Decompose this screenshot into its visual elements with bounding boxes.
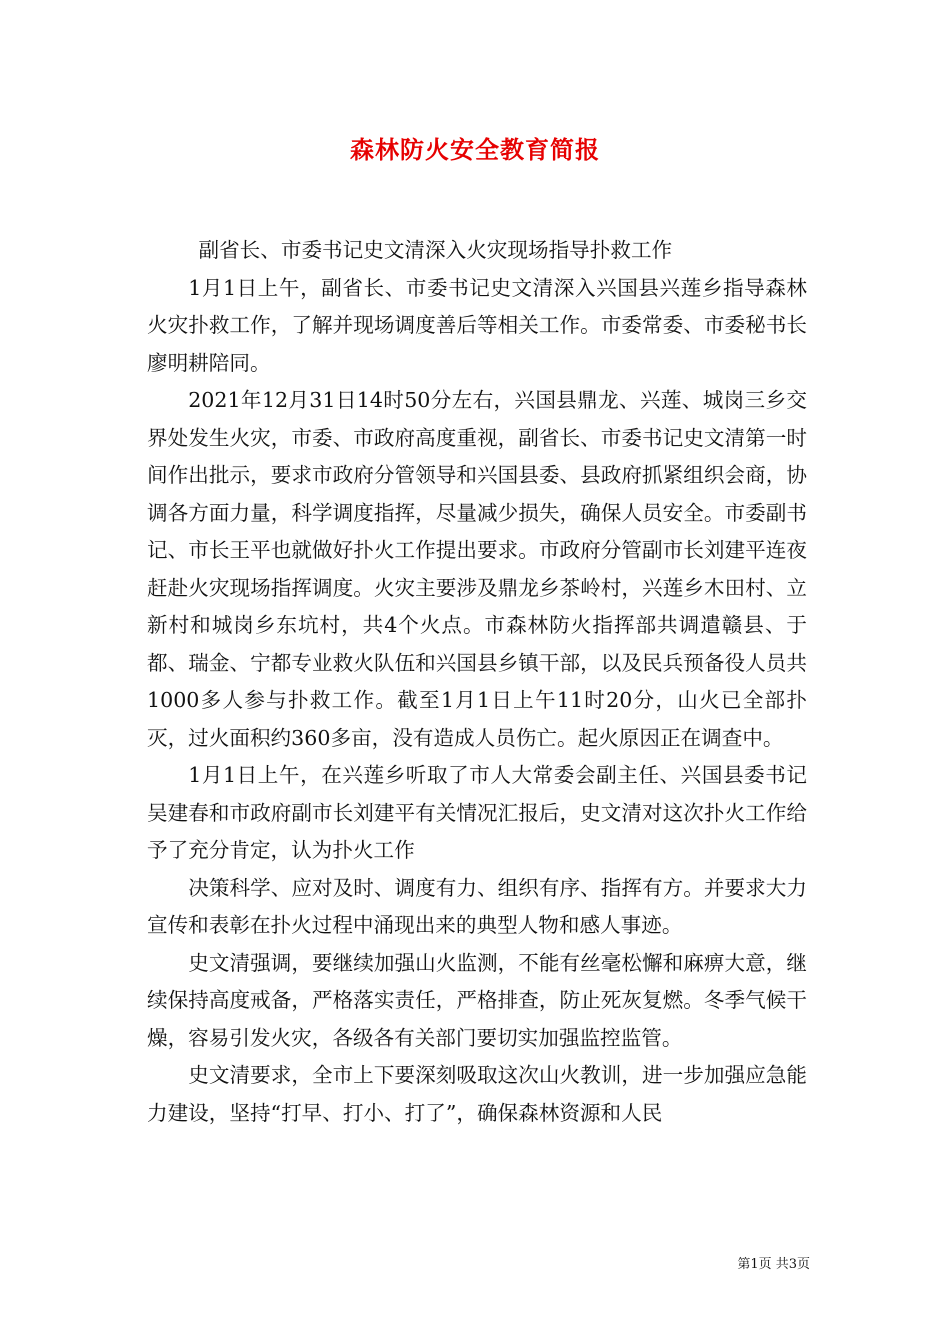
paragraph: 史文清强调，要继续加强山火监测，不能有丝毫松懈和麻痹大意，继续保持高度戒备，严格落实责任，严格排查，防止死灰复燃。冬季气候干燥，容易引发火灾，各级各有关部门要切实加强监控监管。 bbox=[147, 950, 807, 1050]
paragraph: 2021年12月31日14时50分左右，兴国县鼎龙、兴莲、城岗三乡交界处发生火灾，市委、市政府高度重视，副省长、市委书记史文清第一时间作出批示，要求市政府分管领导和兴国县委、县政府抓紧组织会商，协调各方面力量，科学调度指挥，尽量减少损失，确保人员安全。市委副书记、市长王平也就做好扑火工作提出要求。市政府分管副市长刘建平连夜赶赴火灾现场指挥调度。火灾主要涉及鼎龙乡茶岭村，兴莲乡木田村、立新村和城岗乡东坑村，共4个火点。市森林防火指挥部共调遣赣县、于都、瑞金、宁都专业救火队伍和兴国县乡镇干部，以及民兵预备役人员共1000多人参与扑救工作。截至1月1日上午11时20分，山火已全部扑灭，过火面积约360多亩，没有造成人员伤亡。起火原因正在调查中。 bbox=[147, 388, 807, 750]
document-body bbox=[147, 232, 807, 1132]
paragraph: 决策科学、应对及时、调度有力、组织有序、指挥有方。并要求大力宣传和表彰在扑火过程中涌现出来的典型人物和感人事迹。 bbox=[147, 875, 807, 937]
page-number: 第1页 共3页 bbox=[737, 1257, 810, 1272]
paragraph: 1月1日上午，在兴莲乡听取了市人大常委会副主任、兴国县委书记吴建春和市政府副市长刘建平有关情况汇报后，史文清对这次扑火工作给予了充分肯定，认为扑火工作 bbox=[147, 763, 807, 862]
document-title: 森林防火安全教育简报 bbox=[350, 135, 600, 164]
paragraph: 史文清要求，全市上下要深刻吸取这次山火教训，进一步加强应急能力建设，坚持“打早、打小、打了”，确保森林资源和人民 bbox=[147, 1063, 807, 1125]
paragraph-subheading: 副省长、市委书记史文清深入火灾现场指导扑救工作 bbox=[198, 238, 673, 262]
paragraph: 1月1日上午，副省长、市委书记史文清深入兴国县兴莲乡指导森林火灾扑救工作，了解并现场调度善后等相关工作。市委常委、市委秘书长廖明耕陪同。 bbox=[147, 275, 807, 375]
